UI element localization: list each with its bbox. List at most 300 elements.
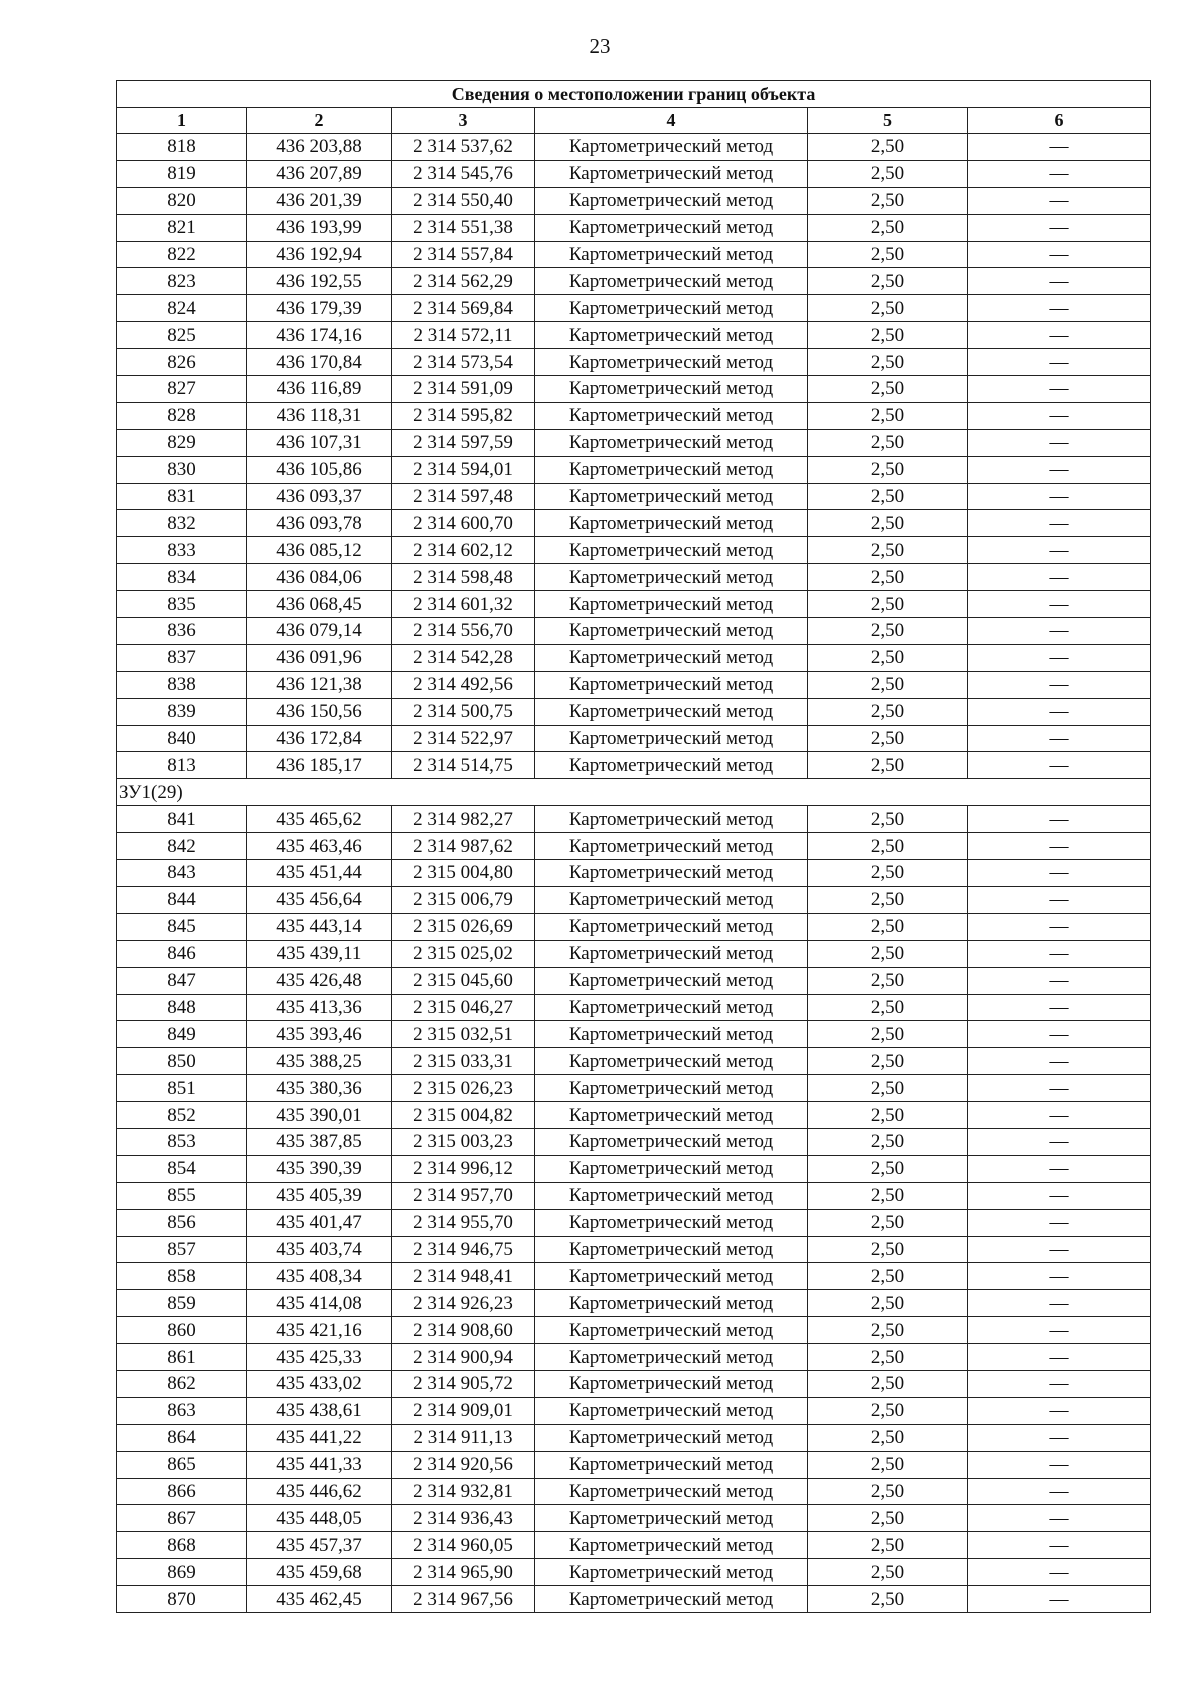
description-cell: — — [968, 618, 1151, 645]
x-coordinate-cell: 436 121,38 — [247, 671, 392, 698]
accuracy-cell: 2,50 — [808, 644, 968, 671]
method-cell: Картометрический метод — [535, 1505, 808, 1532]
point-number-cell: 825 — [117, 322, 247, 349]
table-row — [117, 1102, 1151, 1129]
y-coordinate-cell: 2 314 550,40 — [392, 187, 535, 214]
y-coordinate-cell: 2 314 542,28 — [392, 644, 535, 671]
point-number-cell: 842 — [117, 833, 247, 860]
point-number-cell: 830 — [117, 456, 247, 483]
point-number-cell: 837 — [117, 644, 247, 671]
y-coordinate-cell: 2 314 514,75 — [392, 752, 535, 779]
x-coordinate-cell: 435 388,25 — [247, 1048, 392, 1075]
table-row — [117, 268, 1151, 295]
point-number-cell: 827 — [117, 376, 247, 403]
description-cell: — — [968, 1290, 1151, 1317]
accuracy-cell: 2,50 — [808, 1263, 968, 1290]
y-coordinate-cell: 2 314 967,56 — [392, 1586, 535, 1613]
description-cell: — — [968, 671, 1151, 698]
accuracy-cell: 2,50 — [808, 860, 968, 887]
description-cell: — — [968, 1128, 1151, 1155]
table-row — [117, 456, 1151, 483]
point-number-cell: 853 — [117, 1128, 247, 1155]
x-coordinate-cell: 436 085,12 — [247, 537, 392, 564]
y-coordinate-cell: 2 314 562,29 — [392, 268, 535, 295]
x-coordinate-cell: 435 438,61 — [247, 1397, 392, 1424]
y-coordinate-cell: 2 315 006,79 — [392, 886, 535, 913]
accuracy-cell: 2,50 — [808, 1344, 968, 1371]
accuracy-cell: 2,50 — [808, 1102, 968, 1129]
method-cell: Картометрический метод — [535, 1317, 808, 1344]
method-cell: Картометрический метод — [535, 214, 808, 241]
accuracy-cell: 2,50 — [808, 618, 968, 645]
column-number: 1 — [117, 108, 247, 134]
method-cell: Картометрический метод — [535, 537, 808, 564]
accuracy-cell: 2,50 — [808, 1424, 968, 1451]
table-row — [117, 1317, 1151, 1344]
method-cell: Картометрический метод — [535, 671, 808, 698]
y-coordinate-cell: 2 314 957,70 — [392, 1182, 535, 1209]
y-coordinate-cell: 2 314 545,76 — [392, 160, 535, 187]
description-cell: — — [968, 456, 1151, 483]
y-coordinate-cell: 2 315 004,82 — [392, 1102, 535, 1129]
description-cell: — — [968, 860, 1151, 887]
method-cell: Картометрический метод — [535, 322, 808, 349]
method-cell: Картометрический метод — [535, 1021, 808, 1048]
x-coordinate-cell: 435 401,47 — [247, 1209, 392, 1236]
description-cell: — — [968, 1263, 1151, 1290]
accuracy-cell: 2,50 — [808, 456, 968, 483]
table-row — [117, 940, 1151, 967]
description-cell: — — [968, 1344, 1151, 1371]
point-number-cell: 841 — [117, 806, 247, 833]
column-number: 3 — [392, 108, 535, 134]
y-coordinate-cell: 2 314 500,75 — [392, 698, 535, 725]
method-cell: Картометрический метод — [535, 618, 808, 645]
table-row — [117, 698, 1151, 725]
y-coordinate-cell: 2 314 597,48 — [392, 483, 535, 510]
accuracy-cell: 2,50 — [808, 671, 968, 698]
method-cell: Картометрический метод — [535, 349, 808, 376]
y-coordinate-cell: 2 314 597,59 — [392, 429, 535, 456]
description-cell: — — [968, 1451, 1151, 1478]
description-cell: — — [968, 591, 1151, 618]
x-coordinate-cell: 435 459,68 — [247, 1559, 392, 1586]
x-coordinate-cell: 436 107,31 — [247, 429, 392, 456]
accuracy-cell: 2,50 — [808, 994, 968, 1021]
table-row — [117, 671, 1151, 698]
method-cell: Картометрический метод — [535, 134, 808, 161]
method-cell: Картометрический метод — [535, 913, 808, 940]
table-row — [117, 537, 1151, 564]
method-cell: Картометрический метод — [535, 268, 808, 295]
description-cell: — — [968, 886, 1151, 913]
point-number-cell: 829 — [117, 429, 247, 456]
x-coordinate-cell: 436 207,89 — [247, 160, 392, 187]
description-cell: — — [968, 483, 1151, 510]
method-cell: Картометрический метод — [535, 1344, 808, 1371]
y-coordinate-cell: 2 315 026,23 — [392, 1075, 535, 1102]
point-number-cell: 839 — [117, 698, 247, 725]
table-row — [117, 241, 1151, 268]
method-cell: Картометрический метод — [535, 1209, 808, 1236]
point-number-cell: 870 — [117, 1586, 247, 1613]
table-row — [117, 1478, 1151, 1505]
table-row — [117, 1236, 1151, 1263]
description-cell: — — [968, 1532, 1151, 1559]
y-coordinate-cell: 2 314 946,75 — [392, 1236, 535, 1263]
accuracy-cell: 2,50 — [808, 160, 968, 187]
x-coordinate-cell: 436 174,16 — [247, 322, 392, 349]
table-row — [117, 1532, 1151, 1559]
y-coordinate-cell: 2 314 987,62 — [392, 833, 535, 860]
x-coordinate-cell: 435 456,64 — [247, 886, 392, 913]
x-coordinate-cell: 435 414,08 — [247, 1290, 392, 1317]
method-cell: Картометрический метод — [535, 1478, 808, 1505]
method-cell: Картометрический метод — [535, 402, 808, 429]
accuracy-cell: 2,50 — [808, 134, 968, 161]
table-row — [117, 1505, 1151, 1532]
description-cell: — — [968, 1505, 1151, 1532]
y-coordinate-cell: 2 315 026,69 — [392, 913, 535, 940]
method-cell: Картометрический метод — [535, 725, 808, 752]
table-row — [117, 134, 1151, 161]
y-coordinate-cell: 2 314 569,84 — [392, 295, 535, 322]
table-row — [117, 1344, 1151, 1371]
point-number-cell: 851 — [117, 1075, 247, 1102]
method-cell: Картометрический метод — [535, 1102, 808, 1129]
method-cell: Картометрический метод — [535, 1263, 808, 1290]
point-number-cell: 852 — [117, 1102, 247, 1129]
description-cell: — — [968, 1155, 1151, 1182]
x-coordinate-cell: 436 093,37 — [247, 483, 392, 510]
table-row — [117, 1155, 1151, 1182]
method-cell: Картометрический метод — [535, 1370, 808, 1397]
point-number-cell: 835 — [117, 591, 247, 618]
description-cell: — — [968, 1397, 1151, 1424]
point-number-cell: 833 — [117, 537, 247, 564]
point-number-cell: 855 — [117, 1182, 247, 1209]
table-row — [117, 1128, 1151, 1155]
method-cell: Картометрический метод — [535, 698, 808, 725]
table-row — [117, 591, 1151, 618]
x-coordinate-cell: 436 192,94 — [247, 241, 392, 268]
description-cell: — — [968, 214, 1151, 241]
description-cell: — — [968, 940, 1151, 967]
y-coordinate-cell: 2 314 601,32 — [392, 591, 535, 618]
x-coordinate-cell: 436 170,84 — [247, 349, 392, 376]
method-cell: Картометрический метод — [535, 806, 808, 833]
y-coordinate-cell: 2 314 932,81 — [392, 1478, 535, 1505]
point-number-cell: 846 — [117, 940, 247, 967]
accuracy-cell: 2,50 — [808, 1370, 968, 1397]
method-cell: Картометрический метод — [535, 1182, 808, 1209]
accuracy-cell: 2,50 — [808, 1505, 968, 1532]
description-cell: — — [968, 322, 1151, 349]
x-coordinate-cell: 435 413,36 — [247, 994, 392, 1021]
accuracy-cell: 2,50 — [808, 376, 968, 403]
y-coordinate-cell: 2 314 908,60 — [392, 1317, 535, 1344]
point-number-cell: 821 — [117, 214, 247, 241]
description-cell: — — [968, 537, 1151, 564]
table-row — [117, 1451, 1151, 1478]
description-cell: — — [968, 268, 1151, 295]
method-cell: Картометрический метод — [535, 429, 808, 456]
x-coordinate-cell: 436 105,86 — [247, 456, 392, 483]
accuracy-cell: 2,50 — [808, 1209, 968, 1236]
method-cell: Картометрический метод — [535, 564, 808, 591]
description-cell: — — [968, 1424, 1151, 1451]
method-cell: Картометрический метод — [535, 241, 808, 268]
x-coordinate-cell: 435 408,34 — [247, 1263, 392, 1290]
table-row — [117, 483, 1151, 510]
accuracy-cell: 2,50 — [808, 187, 968, 214]
x-coordinate-cell: 435 451,44 — [247, 860, 392, 887]
column-number: 6 — [968, 108, 1151, 134]
table-row — [117, 1397, 1151, 1424]
point-number-cell: 818 — [117, 134, 247, 161]
method-cell: Картометрический метод — [535, 1586, 808, 1613]
y-coordinate-cell: 2 314 602,12 — [392, 537, 535, 564]
y-coordinate-cell: 2 314 522,97 — [392, 725, 535, 752]
table-row — [117, 967, 1151, 994]
x-coordinate-cell: 436 150,56 — [247, 698, 392, 725]
method-cell: Картометрический метод — [535, 187, 808, 214]
method-cell: Картометрический метод — [535, 644, 808, 671]
accuracy-cell: 2,50 — [808, 349, 968, 376]
x-coordinate-cell: 435 441,22 — [247, 1424, 392, 1451]
table-row — [117, 1075, 1151, 1102]
x-coordinate-cell: 435 441,33 — [247, 1451, 392, 1478]
x-coordinate-cell: 435 448,05 — [247, 1505, 392, 1532]
y-coordinate-cell: 2 315 004,80 — [392, 860, 535, 887]
x-coordinate-cell: 436 203,88 — [247, 134, 392, 161]
x-coordinate-cell: 436 068,45 — [247, 591, 392, 618]
y-coordinate-cell: 2 314 905,72 — [392, 1370, 535, 1397]
table-row — [117, 1209, 1151, 1236]
accuracy-cell: 2,50 — [808, 1021, 968, 1048]
description-cell: — — [968, 241, 1151, 268]
accuracy-cell: 2,50 — [808, 510, 968, 537]
point-number-cell: 860 — [117, 1317, 247, 1344]
y-coordinate-cell: 2 315 025,02 — [392, 940, 535, 967]
table-row — [117, 752, 1151, 779]
point-number-cell: 866 — [117, 1478, 247, 1505]
table-row — [117, 187, 1151, 214]
table-row — [117, 349, 1151, 376]
y-coordinate-cell: 2 314 900,94 — [392, 1344, 535, 1371]
y-coordinate-cell: 2 314 996,12 — [392, 1155, 535, 1182]
y-coordinate-cell: 2 314 556,70 — [392, 618, 535, 645]
description-cell: — — [968, 967, 1151, 994]
point-number-cell: 862 — [117, 1370, 247, 1397]
point-number-cell: 847 — [117, 967, 247, 994]
method-cell: Картометрический метод — [535, 456, 808, 483]
accuracy-cell: 2,50 — [808, 833, 968, 860]
table-row — [117, 1424, 1151, 1451]
x-coordinate-cell: 435 462,45 — [247, 1586, 392, 1613]
point-number-cell: 823 — [117, 268, 247, 295]
x-coordinate-cell: 436 179,39 — [247, 295, 392, 322]
y-coordinate-cell: 2 315 003,23 — [392, 1128, 535, 1155]
description-cell: — — [968, 1209, 1151, 1236]
method-cell: Картометрический метод — [535, 967, 808, 994]
y-coordinate-cell: 2 314 551,38 — [392, 214, 535, 241]
y-coordinate-cell: 2 314 982,27 — [392, 806, 535, 833]
description-cell: — — [968, 1021, 1151, 1048]
table-row — [117, 644, 1151, 671]
point-number-cell: 843 — [117, 860, 247, 887]
x-coordinate-cell: 436 201,39 — [247, 187, 392, 214]
description-cell: — — [968, 1370, 1151, 1397]
method-cell: Картометрический метод — [535, 510, 808, 537]
point-number-cell: 831 — [117, 483, 247, 510]
x-coordinate-cell: 435 405,39 — [247, 1182, 392, 1209]
x-coordinate-cell: 435 390,01 — [247, 1102, 392, 1129]
method-cell: Картометрический метод — [535, 1532, 808, 1559]
y-coordinate-cell: 2 314 955,70 — [392, 1209, 535, 1236]
description-cell: — — [968, 349, 1151, 376]
point-number-cell: 826 — [117, 349, 247, 376]
x-coordinate-cell: 436 172,84 — [247, 725, 392, 752]
y-coordinate-cell: 2 314 595,82 — [392, 402, 535, 429]
description-cell: — — [968, 1236, 1151, 1263]
accuracy-cell: 2,50 — [808, 1586, 968, 1613]
accuracy-cell: 2,50 — [808, 241, 968, 268]
section-label: ЗУ1(29) — [117, 779, 1151, 806]
table-row — [117, 1182, 1151, 1209]
description-cell: — — [968, 1048, 1151, 1075]
accuracy-cell: 2,50 — [808, 1075, 968, 1102]
x-coordinate-cell: 436 084,06 — [247, 564, 392, 591]
method-cell: Картометрический метод — [535, 752, 808, 779]
x-coordinate-cell: 436 091,96 — [247, 644, 392, 671]
point-number-cell: 856 — [117, 1209, 247, 1236]
table-row — [117, 429, 1151, 456]
table-row — [117, 376, 1151, 403]
y-coordinate-cell: 2 314 936,43 — [392, 1505, 535, 1532]
point-number-cell: 828 — [117, 402, 247, 429]
point-number-cell: 859 — [117, 1290, 247, 1317]
method-cell: Картометрический метод — [535, 591, 808, 618]
description-cell: — — [968, 644, 1151, 671]
point-number-cell: 844 — [117, 886, 247, 913]
x-coordinate-cell: 436 116,89 — [247, 376, 392, 403]
y-coordinate-cell: 2 314 926,23 — [392, 1290, 535, 1317]
table-row — [117, 913, 1151, 940]
accuracy-cell: 2,50 — [808, 1236, 968, 1263]
table-row — [117, 860, 1151, 887]
table-row — [117, 725, 1151, 752]
accuracy-cell: 2,50 — [808, 1451, 968, 1478]
method-cell: Картометрический метод — [535, 376, 808, 403]
x-coordinate-cell: 435 393,46 — [247, 1021, 392, 1048]
description-cell: — — [968, 402, 1151, 429]
y-coordinate-cell: 2 314 537,62 — [392, 134, 535, 161]
y-coordinate-cell: 2 315 033,31 — [392, 1048, 535, 1075]
description-cell: — — [968, 510, 1151, 537]
point-number-cell: 813 — [117, 752, 247, 779]
description-cell: — — [968, 1317, 1151, 1344]
table-row — [117, 1370, 1151, 1397]
x-coordinate-cell: 435 426,48 — [247, 967, 392, 994]
description-cell: — — [968, 1559, 1151, 1586]
accuracy-cell: 2,50 — [808, 1532, 968, 1559]
x-coordinate-cell: 435 465,62 — [247, 806, 392, 833]
x-coordinate-cell: 435 425,33 — [247, 1344, 392, 1371]
section-row — [117, 779, 1151, 806]
description-cell: — — [968, 725, 1151, 752]
method-cell: Картометрический метод — [535, 1236, 808, 1263]
x-coordinate-cell: 436 185,17 — [247, 752, 392, 779]
accuracy-cell: 2,50 — [808, 1397, 968, 1424]
accuracy-cell: 2,50 — [808, 913, 968, 940]
x-coordinate-cell: 435 446,62 — [247, 1478, 392, 1505]
x-coordinate-cell: 435 443,14 — [247, 913, 392, 940]
point-number-cell: 834 — [117, 564, 247, 591]
table-row — [117, 322, 1151, 349]
point-number-cell: 861 — [117, 1344, 247, 1371]
point-number-cell: 849 — [117, 1021, 247, 1048]
accuracy-cell: 2,50 — [808, 429, 968, 456]
x-coordinate-cell: 435 387,85 — [247, 1128, 392, 1155]
accuracy-cell: 2,50 — [808, 806, 968, 833]
y-coordinate-cell: 2 315 045,60 — [392, 967, 535, 994]
y-coordinate-cell: 2 314 557,84 — [392, 241, 535, 268]
table-row — [117, 618, 1151, 645]
method-cell: Картометрический метод — [535, 886, 808, 913]
accuracy-cell: 2,50 — [808, 322, 968, 349]
x-coordinate-cell: 436 093,78 — [247, 510, 392, 537]
column-number: 2 — [247, 108, 392, 134]
description-cell: — — [968, 134, 1151, 161]
point-number-cell: 819 — [117, 160, 247, 187]
description-cell: — — [968, 833, 1151, 860]
y-coordinate-cell: 2 314 594,01 — [392, 456, 535, 483]
method-cell: Картометрический метод — [535, 1048, 808, 1075]
description-cell: — — [968, 913, 1151, 940]
point-number-cell: 857 — [117, 1236, 247, 1263]
accuracy-cell: 2,50 — [808, 967, 968, 994]
description-cell: — — [968, 752, 1151, 779]
column-number-row — [117, 108, 1151, 134]
table-row — [117, 1290, 1151, 1317]
y-coordinate-cell: 2 314 492,56 — [392, 671, 535, 698]
y-coordinate-cell: 2 314 960,05 — [392, 1532, 535, 1559]
accuracy-cell: 2,50 — [808, 1317, 968, 1344]
accuracy-cell: 2,50 — [808, 1128, 968, 1155]
y-coordinate-cell: 2 314 965,90 — [392, 1559, 535, 1586]
method-cell: Картометрический метод — [535, 1155, 808, 1182]
accuracy-cell: 2,50 — [808, 1559, 968, 1586]
method-cell: Картометрический метод — [535, 1451, 808, 1478]
accuracy-cell: 2,50 — [808, 698, 968, 725]
point-number-cell: 867 — [117, 1505, 247, 1532]
x-coordinate-cell: 435 439,11 — [247, 940, 392, 967]
description-cell: — — [968, 564, 1151, 591]
point-number-cell: 845 — [117, 913, 247, 940]
column-number: 4 — [535, 108, 808, 134]
accuracy-cell: 2,50 — [808, 214, 968, 241]
description-cell: — — [968, 806, 1151, 833]
description-cell: — — [968, 1102, 1151, 1129]
table-body — [117, 134, 1151, 1613]
x-coordinate-cell: 435 380,36 — [247, 1075, 392, 1102]
y-coordinate-cell: 2 314 948,41 — [392, 1263, 535, 1290]
accuracy-cell: 2,50 — [808, 268, 968, 295]
table-row — [117, 833, 1151, 860]
point-number-cell: 864 — [117, 1424, 247, 1451]
point-number-cell: 836 — [117, 618, 247, 645]
